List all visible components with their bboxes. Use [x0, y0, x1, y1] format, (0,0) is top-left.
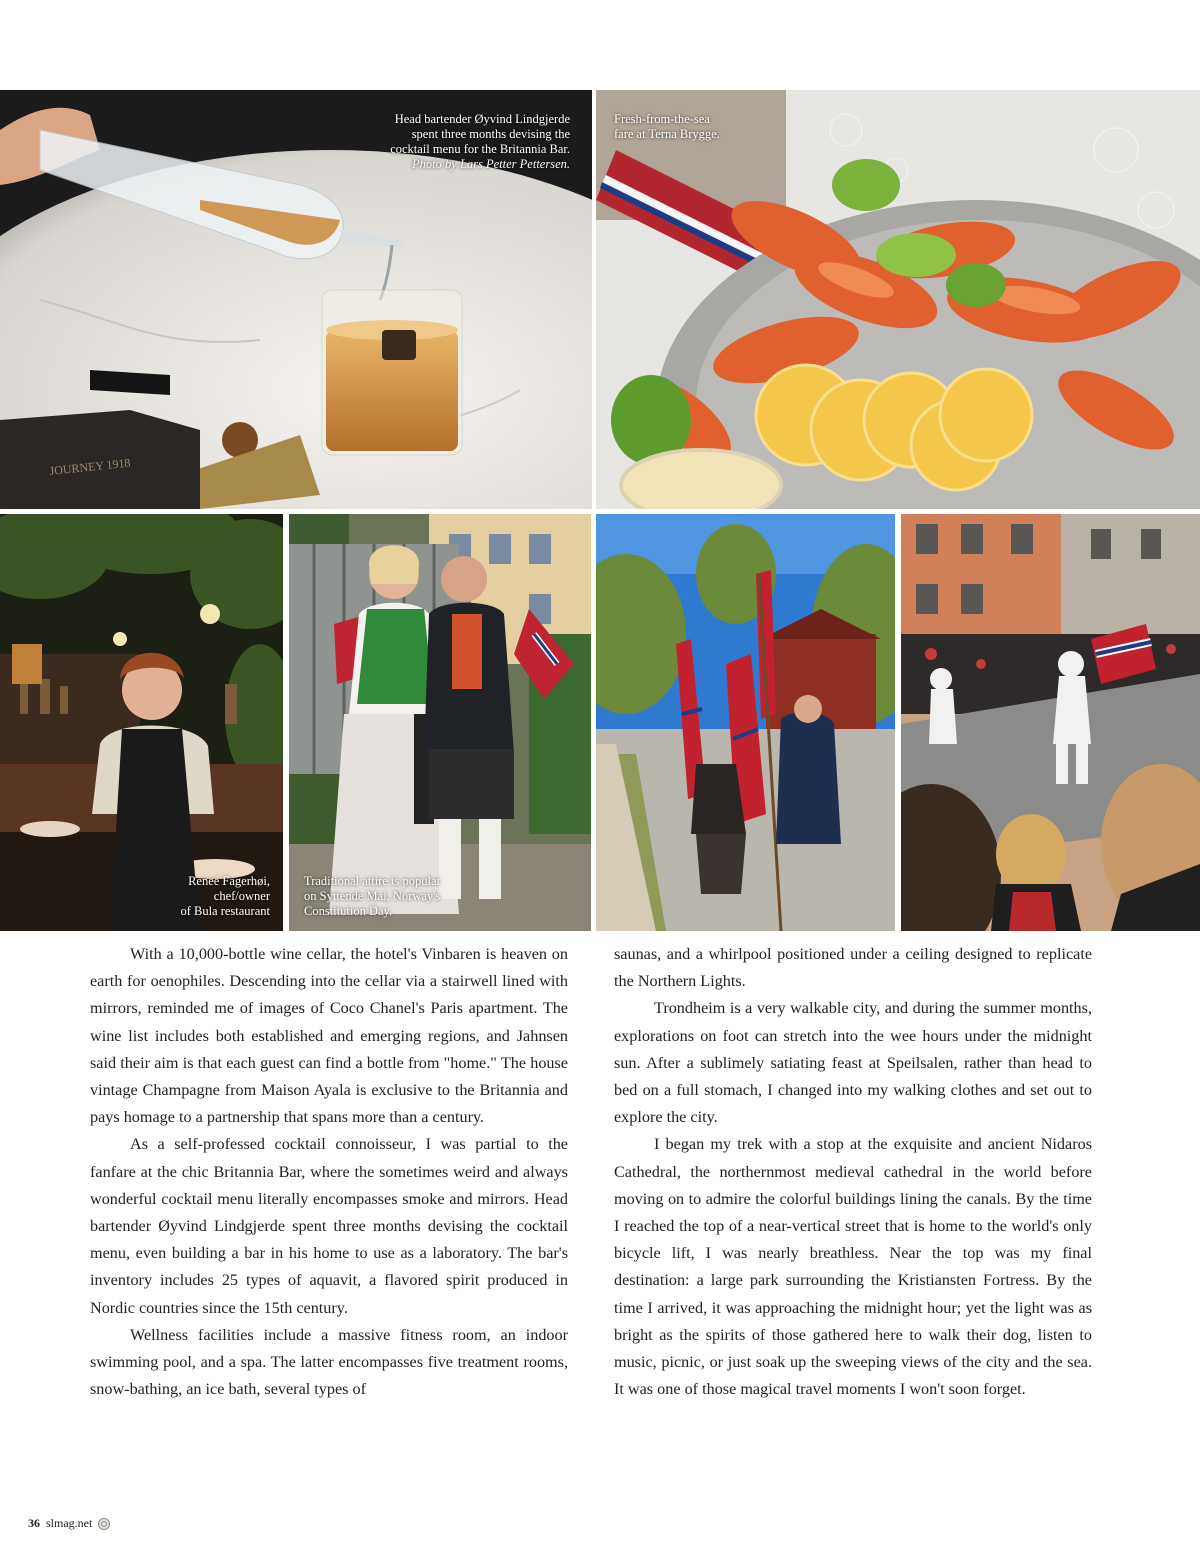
site-name: slmag.net [46, 1516, 93, 1530]
book-cover-text: JOURNEY 1918 [48, 455, 132, 478]
paragraph: I began my trek with a stop at the exquisite and ancient Nidaros Cathedral, the northernmost medieval cathedral in the world before moving on to admire the colorful buildings lining the canals. By the time I reached the top of a near-vertical street that is home to the world's only bicycle lift, I was nearly breathless. Near the top was my final destination: a large park surrounding the Kristiansten Fortress. By the time I arrived, it was approaching the midnight hour; yet the light was as bright as the spirits of those gathered here to walk their dog, listen to music, picnic, or just soak up the sweeping views of the city and the sea. It was one of those magical travel moments I won't soon forget. [614, 1135, 1092, 1399]
caption-line: Traditional attire is popular [304, 874, 441, 888]
caption-line: fare at Terna Brygge. [614, 127, 720, 141]
caption-line: Head bartender Øyvind Lindgjerde [394, 112, 570, 126]
seafood-caption [614, 112, 814, 142]
attire-photo [289, 514, 591, 931]
chef-caption [100, 874, 270, 919]
caption-line: on Syttende Mai, Norway's [304, 889, 441, 903]
caption-line: Fresh-from-the-sea [614, 112, 710, 126]
caption-line: spent three months devising the [411, 127, 570, 141]
paragraph: Wellness facilities include a massive fitness room, an indoor swimming pool, and a spa. The latter encompasses five treatment rooms, snow-bathing, an ice bath, several types of [90, 1325, 568, 1399]
paragraph: As a self-professed cocktail connoisseur, I was partial to the fanfare at the chic Britannia Bar, where the sometimes weird and always wonderful cocktail menu literally encompasses smoke and mirrors. Head bartender Øyvind Lindgjerde spent three months devising the cocktail menu, even building a bar in his home to use as a laboratory. The bar's inventory includes 25 types of aquavit, a flavored spirit produced in Nordic countries since the 15th century. [90, 1135, 568, 1317]
page-footer [28, 1516, 110, 1531]
article-column-left [90, 941, 568, 1403]
caption-line: of Bula restaurant [180, 904, 270, 918]
paragraph: saunas, and a whirlpool positioned under a ceiling designed to replicate the Northern Lights. [614, 945, 1092, 991]
attire-caption [304, 874, 504, 919]
chef-photo [0, 514, 283, 931]
seafood-photo [596, 90, 1200, 509]
page-number: 36 [28, 1516, 40, 1530]
article-column-right [614, 941, 1092, 1403]
caption-line: chef/owner [213, 889, 270, 903]
paragraph: With a 10,000-bottle wine cellar, the hotel's Vinbaren is heaven on earth for oenophiles. Descending into the cellar via a stairwell lined with mirrors, reminded me of images of Coco Chanel's Paris apartment. The wine list includes both established and emerging regions, and Jahnsen said their aim is that each guest can find a bottle from "home." The house vintage Champagne from Maison Ayala is exclusive to the Britannia and pays homage to a partnership that spans more than a century. [90, 945, 568, 1127]
caption-line: cocktail menu for the Britannia Bar. [390, 142, 570, 156]
stormtroopers-photo [901, 514, 1200, 931]
caption-line: Reneé Fagerhøi, [188, 874, 270, 888]
magazine-logo-icon [98, 1518, 110, 1530]
caption-line: Constitution Day. [304, 904, 393, 918]
parade-photo [596, 514, 895, 931]
paragraph: Trondheim is a very walkable city, and during the summer months, explorations on foot can stretch into the wee hours under the midnight sun. After a sublimely satiating feast at Speilsalen, rather than head to bed on a full stomach, I changed into my walking clothes and set out to explore the city. [614, 999, 1092, 1127]
photo-credit: Photo by Lars Petter Pettersen. [412, 157, 570, 171]
cocktail-caption [360, 112, 570, 172]
